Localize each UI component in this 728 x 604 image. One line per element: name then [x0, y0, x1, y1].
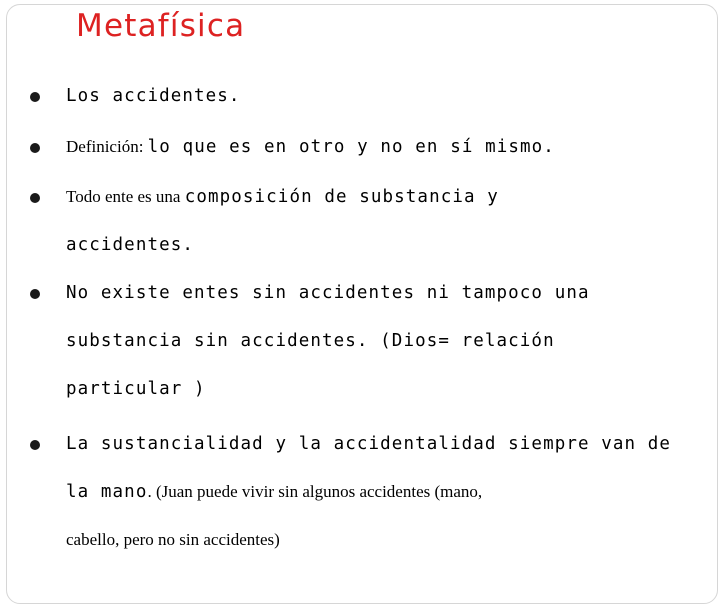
bullet-line	[66, 86, 241, 106]
bullet-line	[66, 235, 194, 255]
bullet-line	[66, 137, 555, 157]
text-run: composición de substancia y	[184, 187, 499, 207]
text-run: . (Juan puede vivir sin algunos accidentes (mano,	[147, 482, 483, 501]
text-run: accidentes.	[66, 235, 194, 255]
bullet-line	[66, 331, 555, 351]
text-run: La sustancialidad y la accidentalidad siempre van de	[66, 434, 672, 454]
bullet-line	[66, 434, 671, 454]
bullet-icon	[30, 440, 40, 450]
bullet-icon	[30, 193, 40, 203]
text-run: No existe entes sin accidentes ni tampoco una	[66, 283, 590, 303]
text-run: substancia sin accidentes. (Dios= relación	[66, 331, 555, 351]
bullet-line	[66, 482, 482, 502]
bullet-line	[66, 187, 499, 207]
text-run: Los accidentes.	[66, 86, 241, 106]
text-run: lo que es en otro y no en sí mismo.	[147, 137, 555, 157]
text-run: particular )	[66, 379, 206, 399]
bullet-line	[66, 379, 206, 399]
bullet-icon	[30, 143, 40, 153]
bullet-icon	[30, 289, 40, 299]
text-run: Definición:	[66, 137, 148, 156]
bullet-line	[66, 283, 590, 303]
bullet-line	[66, 530, 280, 550]
text-run: Todo ente es una	[66, 187, 185, 206]
text-run: cabello, pero no sin accidentes)	[66, 530, 280, 549]
bullet-icon	[30, 92, 40, 102]
text-run: la mano	[66, 482, 148, 502]
slide-title: Metafísica	[76, 8, 246, 44]
